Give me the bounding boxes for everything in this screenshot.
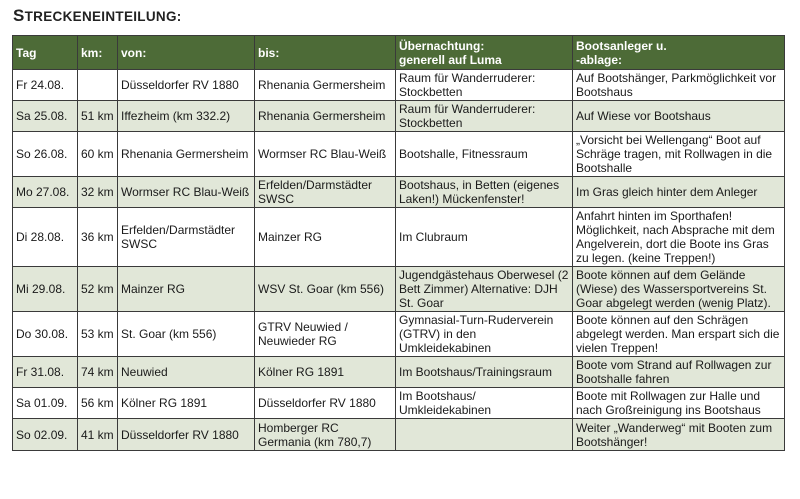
cell-km: 36 km bbox=[78, 208, 118, 267]
cell-uebernachtung: Im Bootshaus/ Umkleidekabinen bbox=[396, 388, 573, 419]
cell-tag: Sa 01.09. bbox=[13, 388, 78, 419]
cell-bis: Mainzer RG bbox=[255, 208, 396, 267]
cell-uebernachtung: Bootshalle, Fitnessraum bbox=[396, 132, 573, 177]
cell-bis: Wormser RC Blau-Weiß bbox=[255, 132, 396, 177]
header-bis: bis: bbox=[255, 36, 396, 70]
cell-km: 74 km bbox=[78, 357, 118, 388]
cell-boot: Boote vom Strand auf Rollwagen zur Bootshalle fahren bbox=[573, 357, 785, 388]
table-row bbox=[13, 419, 785, 451]
table-header-row bbox=[13, 36, 785, 70]
cell-km: 51 km bbox=[78, 101, 118, 132]
cell-von: Wormser RC Blau-Weiß bbox=[118, 177, 255, 208]
cell-boot: Im Gras gleich hinter dem Anleger bbox=[573, 177, 785, 208]
cell-tag: Mi 29.08. bbox=[13, 267, 78, 312]
cell-boot: Weiter „Wanderweg“ mit Booten zum Bootshänger! bbox=[573, 419, 785, 451]
cell-bis: Erfelden/Darmstädter SWSC bbox=[255, 177, 396, 208]
cell-bis: WSV St. Goar (km 556) bbox=[255, 267, 396, 312]
cell-tag: Do 30.08. bbox=[13, 312, 78, 357]
cell-von: Neuwied bbox=[118, 357, 255, 388]
cell-von: Düsseldorfer RV 1880 bbox=[118, 419, 255, 451]
table-row bbox=[13, 70, 785, 101]
cell-uebernachtung: Bootshaus, in Betten (eigenes Laken!) Mückenfenster! bbox=[396, 177, 573, 208]
cell-uebernachtung: Raum für Wanderruderer: Stockbetten bbox=[396, 70, 573, 101]
cell-uebernachtung bbox=[396, 419, 573, 451]
cell-uebernachtung: Im Clubraum bbox=[396, 208, 573, 267]
cell-boot: Auf Bootshänger, Parkmöglichkeit vor Bootshaus bbox=[573, 70, 785, 101]
table-row bbox=[13, 357, 785, 388]
cell-bis: Rhenania Germersheim bbox=[255, 70, 396, 101]
header-bootsanleger: Bootsanleger u. -ablage: bbox=[573, 36, 785, 70]
cell-von: Düsseldorfer RV 1880 bbox=[118, 70, 255, 101]
cell-km: 52 km bbox=[78, 267, 118, 312]
cell-bis: Homberger RC Germania (km 780,7) bbox=[255, 419, 396, 451]
cell-km: 53 km bbox=[78, 312, 118, 357]
header-von: von: bbox=[118, 36, 255, 70]
cell-boot: Boote mit Rollwagen zur Halle und nach Großreinigung ins Bootshaus bbox=[573, 388, 785, 419]
cell-tag: So 26.08. bbox=[13, 132, 78, 177]
title-cap: S bbox=[13, 6, 25, 25]
table-row bbox=[13, 177, 785, 208]
page-title bbox=[13, 6, 182, 26]
cell-bis: Düsseldorfer RV 1880 bbox=[255, 388, 396, 419]
header-km: km: bbox=[78, 36, 118, 70]
table-row bbox=[13, 312, 785, 357]
cell-tag: So 02.09. bbox=[13, 419, 78, 451]
cell-uebernachtung: Jugendgästehaus Oberwesel (2 Bett Zimmer) Alternative: DJH St. Goar bbox=[396, 267, 573, 312]
cell-km: 60 km bbox=[78, 132, 118, 177]
cell-km: 32 km bbox=[78, 177, 118, 208]
cell-uebernachtung: Gymnasial-Turn-Ruderverein (GTRV) in den Umkleidekabinen bbox=[396, 312, 573, 357]
header-tag: Tag bbox=[13, 36, 78, 70]
title-rest: TRECKENEINTEILUNG: bbox=[24, 9, 182, 24]
cell-bis: Kölner RG 1891 bbox=[255, 357, 396, 388]
cell-tag: Mo 27.08. bbox=[13, 177, 78, 208]
cell-von: Mainzer RG bbox=[118, 267, 255, 312]
cell-tag: Fr 24.08. bbox=[13, 70, 78, 101]
cell-km: 56 km bbox=[78, 388, 118, 419]
cell-boot: Anfahrt hinten im Sporthafen! Möglichkeit, nach Absprache mit dem Angelverein, dort die Boote ins Gras zu legen. (keine Treppen!) bbox=[573, 208, 785, 267]
cell-boot: Boote können auf dem Gelände (Wiese) des Wassersportvereins St. Goar abgelegt werden (wenig Platz). bbox=[573, 267, 785, 312]
cell-uebernachtung: Im Bootshaus/Trainingsraum bbox=[396, 357, 573, 388]
cell-uebernachtung: Raum für Wanderruderer: Stockbetten bbox=[396, 101, 573, 132]
cell-tag: Fr 31.08. bbox=[13, 357, 78, 388]
cell-tag: Di 28.08. bbox=[13, 208, 78, 267]
table-row bbox=[13, 208, 785, 267]
table-row bbox=[13, 267, 785, 312]
cell-boot: „Vorsicht bei Wellengang“ Boot auf Schräge tragen, mit Rollwagen in die Bootshalle bbox=[573, 132, 785, 177]
cell-km: 41 km bbox=[78, 419, 118, 451]
table-row bbox=[13, 132, 785, 177]
cell-von: Iffezheim (km 332.2) bbox=[118, 101, 255, 132]
cell-boot: Boote können auf den Schrägen abgelegt werden. Man erspart sich die vielen Treppen! bbox=[573, 312, 785, 357]
cell-tag: Sa 25.08. bbox=[13, 101, 78, 132]
cell-boot: Auf Wiese vor Bootshaus bbox=[573, 101, 785, 132]
cell-km bbox=[78, 70, 118, 101]
cell-bis: Rhenania Germersheim bbox=[255, 101, 396, 132]
route-table bbox=[12, 35, 785, 451]
table-row bbox=[13, 101, 785, 132]
cell-von: St. Goar (km 556) bbox=[118, 312, 255, 357]
cell-von: Rhenania Germersheim bbox=[118, 132, 255, 177]
cell-bis: GTRV Neuwied / Neuwieder RG bbox=[255, 312, 396, 357]
header-uebernachtung: Übernachtung: generell auf Luma bbox=[396, 36, 573, 70]
cell-von: Kölner RG 1891 bbox=[118, 388, 255, 419]
table-row bbox=[13, 388, 785, 419]
cell-von: Erfelden/Darmstädter SWSC bbox=[118, 208, 255, 267]
